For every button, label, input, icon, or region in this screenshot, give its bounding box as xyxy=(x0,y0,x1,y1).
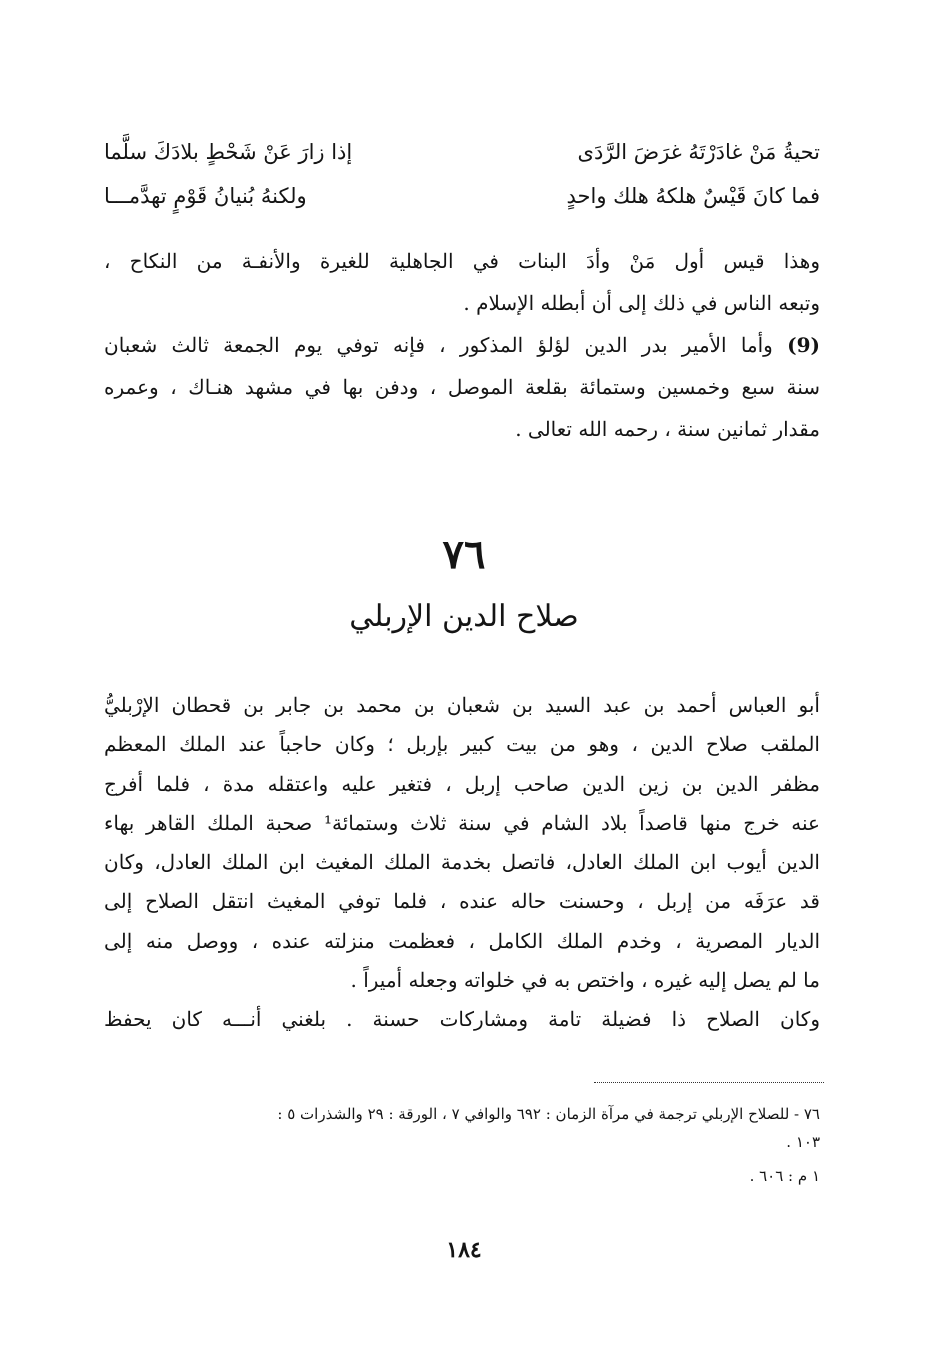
paragraph-badr-al-din xyxy=(104,324,820,450)
paragraph-line: مقدار ثمانين سنة ، رحمه الله تعالى . xyxy=(515,417,820,441)
footnotes xyxy=(104,1097,820,1193)
biography-line: ما لم يصل إليه غيره ، واختص به في خلواته وجعله أميراً . xyxy=(350,968,820,993)
footnote-line: ٧٦ - للصلاح الإربلي ترجمة في مرآة الزمان : ٦٩٢ والوافي ٧ ، الورقة : ٢٩ والشذرات ٥ : xyxy=(277,1105,820,1123)
biography-line: عنه خرج منها قاصداً بلاد الشام في سنة ثلاث وستمائة¹ صحبة الملك القاهر بهاء xyxy=(104,810,820,835)
footnote-line: ١٠٣ . xyxy=(786,1133,820,1151)
poem-verse-1-second-hemistich: إذا زارَ عَنْ شَحْطٍ بلادَكَ سلَّما xyxy=(104,140,353,164)
biography-line: أبو العباس أحمد بن عبد السيد بن شعبان بن محمد بن جابر بن قحطان الإرْبليُّ xyxy=(104,693,820,717)
poem-verse-2 xyxy=(104,172,820,220)
biography-number: ٧٦ xyxy=(442,531,486,578)
biography-line: وكان الصلاح ذا فضيلة تامة ومشاركات حسنة . بلغني أنـــه كان يحفظ xyxy=(104,1007,820,1032)
paragraph-line: وهذا قيس أول مَنْ وأدَ البنات في الجاهلية للغيرة والأنفـة من النكاح ، xyxy=(104,249,820,273)
poem-verse-2-first-hemistich: فما كانَ قَيْسٌ هلكهُ هلك واحدٍ xyxy=(566,184,820,208)
paragraph-line: سنة سبع وخمسين وستمائة بقلعة الموصل ، ودفن بها في مشهد هنـاك ، وعمره xyxy=(104,375,820,399)
footnote-line: ١ م : ٦٠٦ . xyxy=(749,1167,820,1185)
paragraph-line xyxy=(104,324,820,366)
biography-line: الدين أيوب ابن الملك العادل، فاتصل بخدمة الملك المغيث ابن الملك العادل، وكان xyxy=(104,850,820,875)
note-number: (9) xyxy=(787,333,820,357)
poem-verse-1-first-hemistich: تحيةُ مَنْ غادَرْتَهُ غرَضَ الرَّدَى xyxy=(577,140,820,164)
biography-line: مظفر الدين بن زين الدين صاحب إربل ، فتغير عليه واعتقله مدة ، فلما أفرج xyxy=(104,771,820,796)
page-number: ١٨٤ xyxy=(446,1237,482,1263)
biography-line: الملقب صلاح الدين ، وهو من بيت كبير بإربل ؛ وكان حاجباً عند الملك المعظم xyxy=(104,732,820,757)
paragraph-line-text: وأما الأمير بدر الدين لؤلؤ المذكور ، فإنه توفي يوم الجمعة ثالث شعبان xyxy=(104,333,773,357)
poem-verse-1 xyxy=(104,128,820,176)
footnote-separator xyxy=(594,1082,824,1083)
biography-line: الديار المصرية ، وخدم الملك الكامل ، فعظمت منزلته عنده ، ووصل منه إلى xyxy=(104,928,820,953)
biography-text xyxy=(104,686,820,1040)
paragraph-qays xyxy=(104,240,820,324)
biography-title: صلاح الدين الإربلي xyxy=(349,599,579,634)
poem-verse-2-second-hemistich: ولكنهُ بُنيانُ قَوْمٍ تهدَّمـــا xyxy=(104,184,307,208)
paragraph-line: وتبعه الناس في ذلك إلى أن أبطله الإسلام . xyxy=(463,291,820,315)
biography-line: قد عرَفَه من إربل ، وحسنت حاله عنده ، فلما توفي المغيث انتقل الصلاح إلى xyxy=(104,889,820,914)
